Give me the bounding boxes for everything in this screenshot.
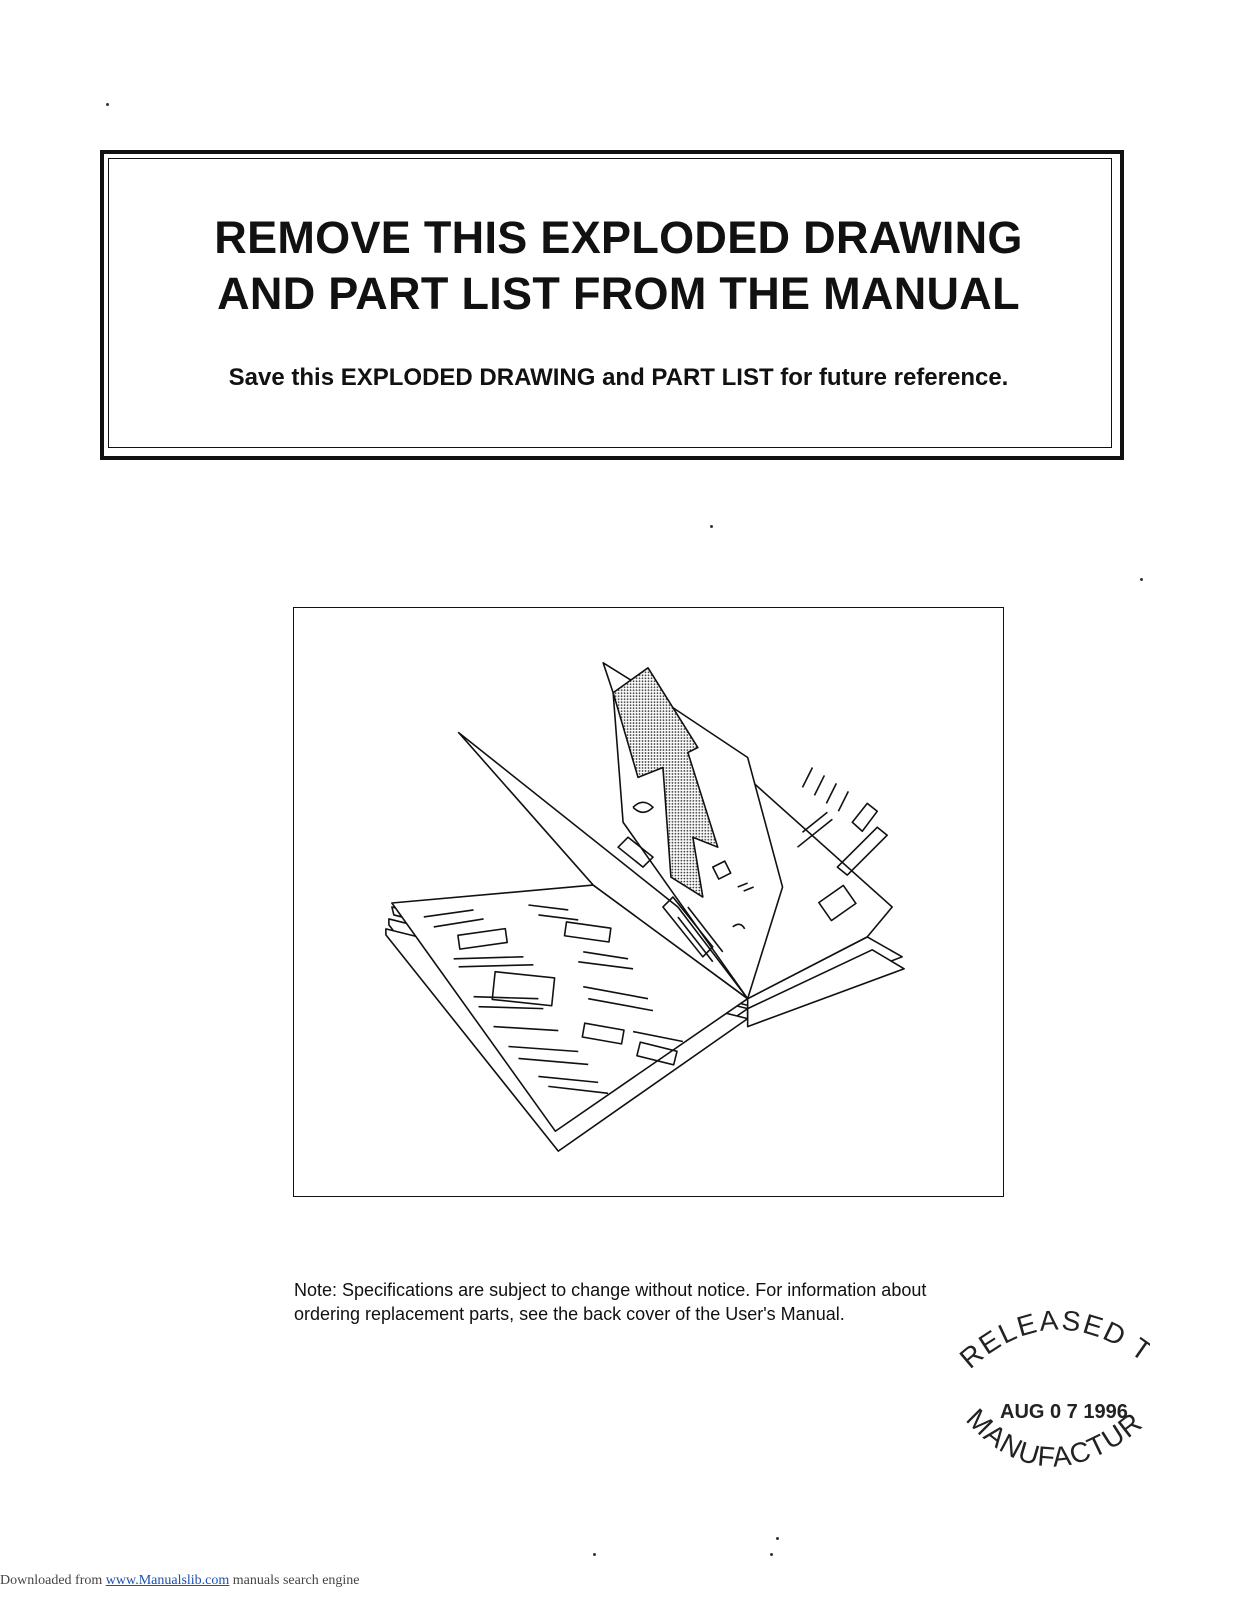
scan-speck: [593, 1553, 596, 1556]
title-line-2: AND PART LIST FROM THE MANUAL: [217, 268, 1020, 319]
scan-speck: [776, 1537, 779, 1540]
footer-suffix: manuals search engine: [229, 1573, 360, 1588]
scan-speck: [1140, 578, 1143, 581]
footer-prefix: Downloaded from: [0, 1573, 106, 1588]
release-stamp-graphic: [950, 1300, 1150, 1520]
stamp-top-text: RELEASED: [953, 1304, 1133, 1375]
specifications-note: [294, 1278, 1034, 1326]
title-line-1: REMOVE THIS EXPLODED DRAWING: [214, 212, 1023, 263]
subtitle: Save this EXPLODED DRAWING and PART LIST for future reference.: [228, 364, 1009, 391]
note-line-1: Note: Specifications are subject to change without notice. For information about: [294, 1280, 927, 1300]
note-line-2: ordering replacement parts, see the back cover of the User's Manual.: [294, 1304, 845, 1324]
page-title: [0, 210, 1237, 322]
release-stamp: [950, 1300, 1150, 1520]
scan-speck: [770, 1553, 773, 1556]
scan-speck: [710, 525, 713, 528]
download-footer: [0, 1573, 360, 1589]
stamp-bottom-text: MANUFACTUR: [960, 1402, 1149, 1473]
scan-speck: [106, 103, 109, 106]
open-manual-with-pullout-page-icon: [294, 608, 1003, 1196]
stamp-date: AUG 0 7 1996: [1000, 1401, 1128, 1423]
manualslib-link[interactable]: www.Manualslib.com: [105, 1573, 230, 1588]
illustration-frame: [293, 607, 1004, 1197]
